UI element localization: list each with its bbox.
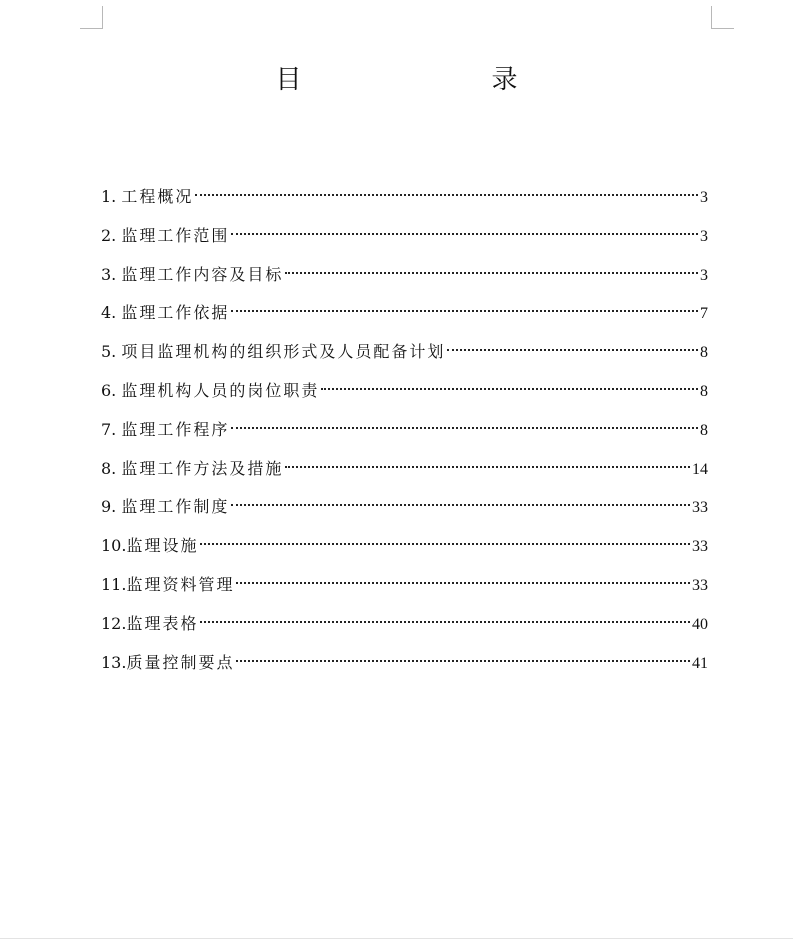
toc-entry-page: 33 (692, 576, 708, 594)
toc-entry-number: 7. (101, 419, 122, 439)
toc-dot-leader (321, 388, 698, 390)
toc-entry-label: 监理设施 (126, 536, 199, 556)
margin-corner-mark-top-left (80, 6, 103, 29)
toc-entry[interactable] (101, 333, 708, 372)
toc-entry-number: 6. (101, 380, 122, 400)
toc-entry-page: 40 (692, 615, 708, 633)
toc-entry-page: 33 (692, 538, 708, 556)
toc-entry-number: 3. (101, 264, 122, 284)
toc-entry[interactable] (101, 644, 708, 683)
toc-entry-label: 监理工作程序 (121, 419, 230, 439)
toc-entry-number: 8. (101, 458, 122, 478)
toc-entry-number: 13. (101, 652, 127, 672)
toc-entry-label: 监理工作范围 (121, 225, 230, 245)
toc-dot-leader (231, 504, 690, 506)
toc-entry-label: 监理工作方法及措施 (121, 458, 284, 478)
toc-entry[interactable] (101, 488, 708, 527)
page-bottom-edge (0, 938, 793, 939)
toc-dot-leader (231, 233, 698, 235)
toc-entry-number: 9. (101, 497, 122, 517)
toc-title: 目 录 (275, 65, 600, 95)
toc-entry[interactable] (101, 411, 708, 450)
toc-entry[interactable] (101, 605, 708, 644)
toc-entry[interactable] (101, 256, 708, 295)
toc-entry[interactable] (101, 294, 708, 333)
toc-dot-leader (200, 543, 690, 545)
toc-entry-label: 监理机构人员的岗位职责 (121, 380, 320, 400)
toc-entry-number: 4. (101, 303, 122, 323)
toc-entry[interactable] (101, 372, 708, 411)
toc-entry-page: 3 (700, 266, 708, 284)
toc-entry[interactable] (101, 527, 708, 566)
toc-dot-leader (231, 427, 698, 429)
toc-dot-leader (200, 621, 690, 623)
toc-entry-page: 8 (700, 344, 708, 362)
toc-list (101, 178, 708, 682)
toc-entry-number: 1. (101, 187, 122, 206)
toc-dot-leader (285, 272, 698, 274)
toc-entry[interactable] (101, 178, 708, 217)
toc-entry[interactable] (101, 217, 708, 256)
toc-dot-leader (236, 660, 690, 662)
toc-entry[interactable] (101, 566, 708, 605)
toc-dot-leader (195, 194, 698, 196)
toc-dot-leader (285, 466, 690, 468)
toc-entry-label: 监理表格 (126, 613, 199, 633)
toc-dot-leader (447, 349, 698, 351)
toc-entry-page: 7 (700, 305, 708, 323)
toc-entry-number: 10. (101, 536, 127, 556)
toc-entry-page: 8 (700, 421, 708, 439)
margin-corner-mark-top-right (711, 6, 734, 29)
toc-entry-page: 3 (700, 189, 708, 206)
toc-dot-leader (236, 582, 690, 584)
toc-entry-label: 监理工作依据 (121, 303, 230, 323)
toc-entry-label: 质量控制要点 (126, 652, 235, 672)
toc-entry-page: 14 (692, 460, 708, 478)
toc-entry-label: 项目监理机构的组织形式及人员配备计划 (121, 342, 446, 362)
toc-dot-leader (231, 310, 698, 312)
toc-entry-page: 41 (692, 654, 708, 672)
toc-entry-label: 监理资料管理 (126, 574, 235, 594)
toc-entry-number: 2. (101, 225, 122, 245)
toc-entry[interactable] (101, 450, 708, 489)
toc-entry-page: 3 (700, 227, 708, 245)
toc-entry-number: 11. (101, 574, 127, 594)
toc-entry-page: 33 (692, 499, 708, 517)
toc-entry-page: 8 (700, 382, 708, 400)
toc-entry-label: 监理工作制度 (121, 497, 230, 517)
toc-entry-number: 5. (101, 342, 122, 362)
toc-entry-label: 监理工作内容及目标 (121, 264, 284, 284)
toc-entry-number: 12. (101, 613, 127, 633)
toc-entry-label: 工程概况 (121, 187, 194, 206)
